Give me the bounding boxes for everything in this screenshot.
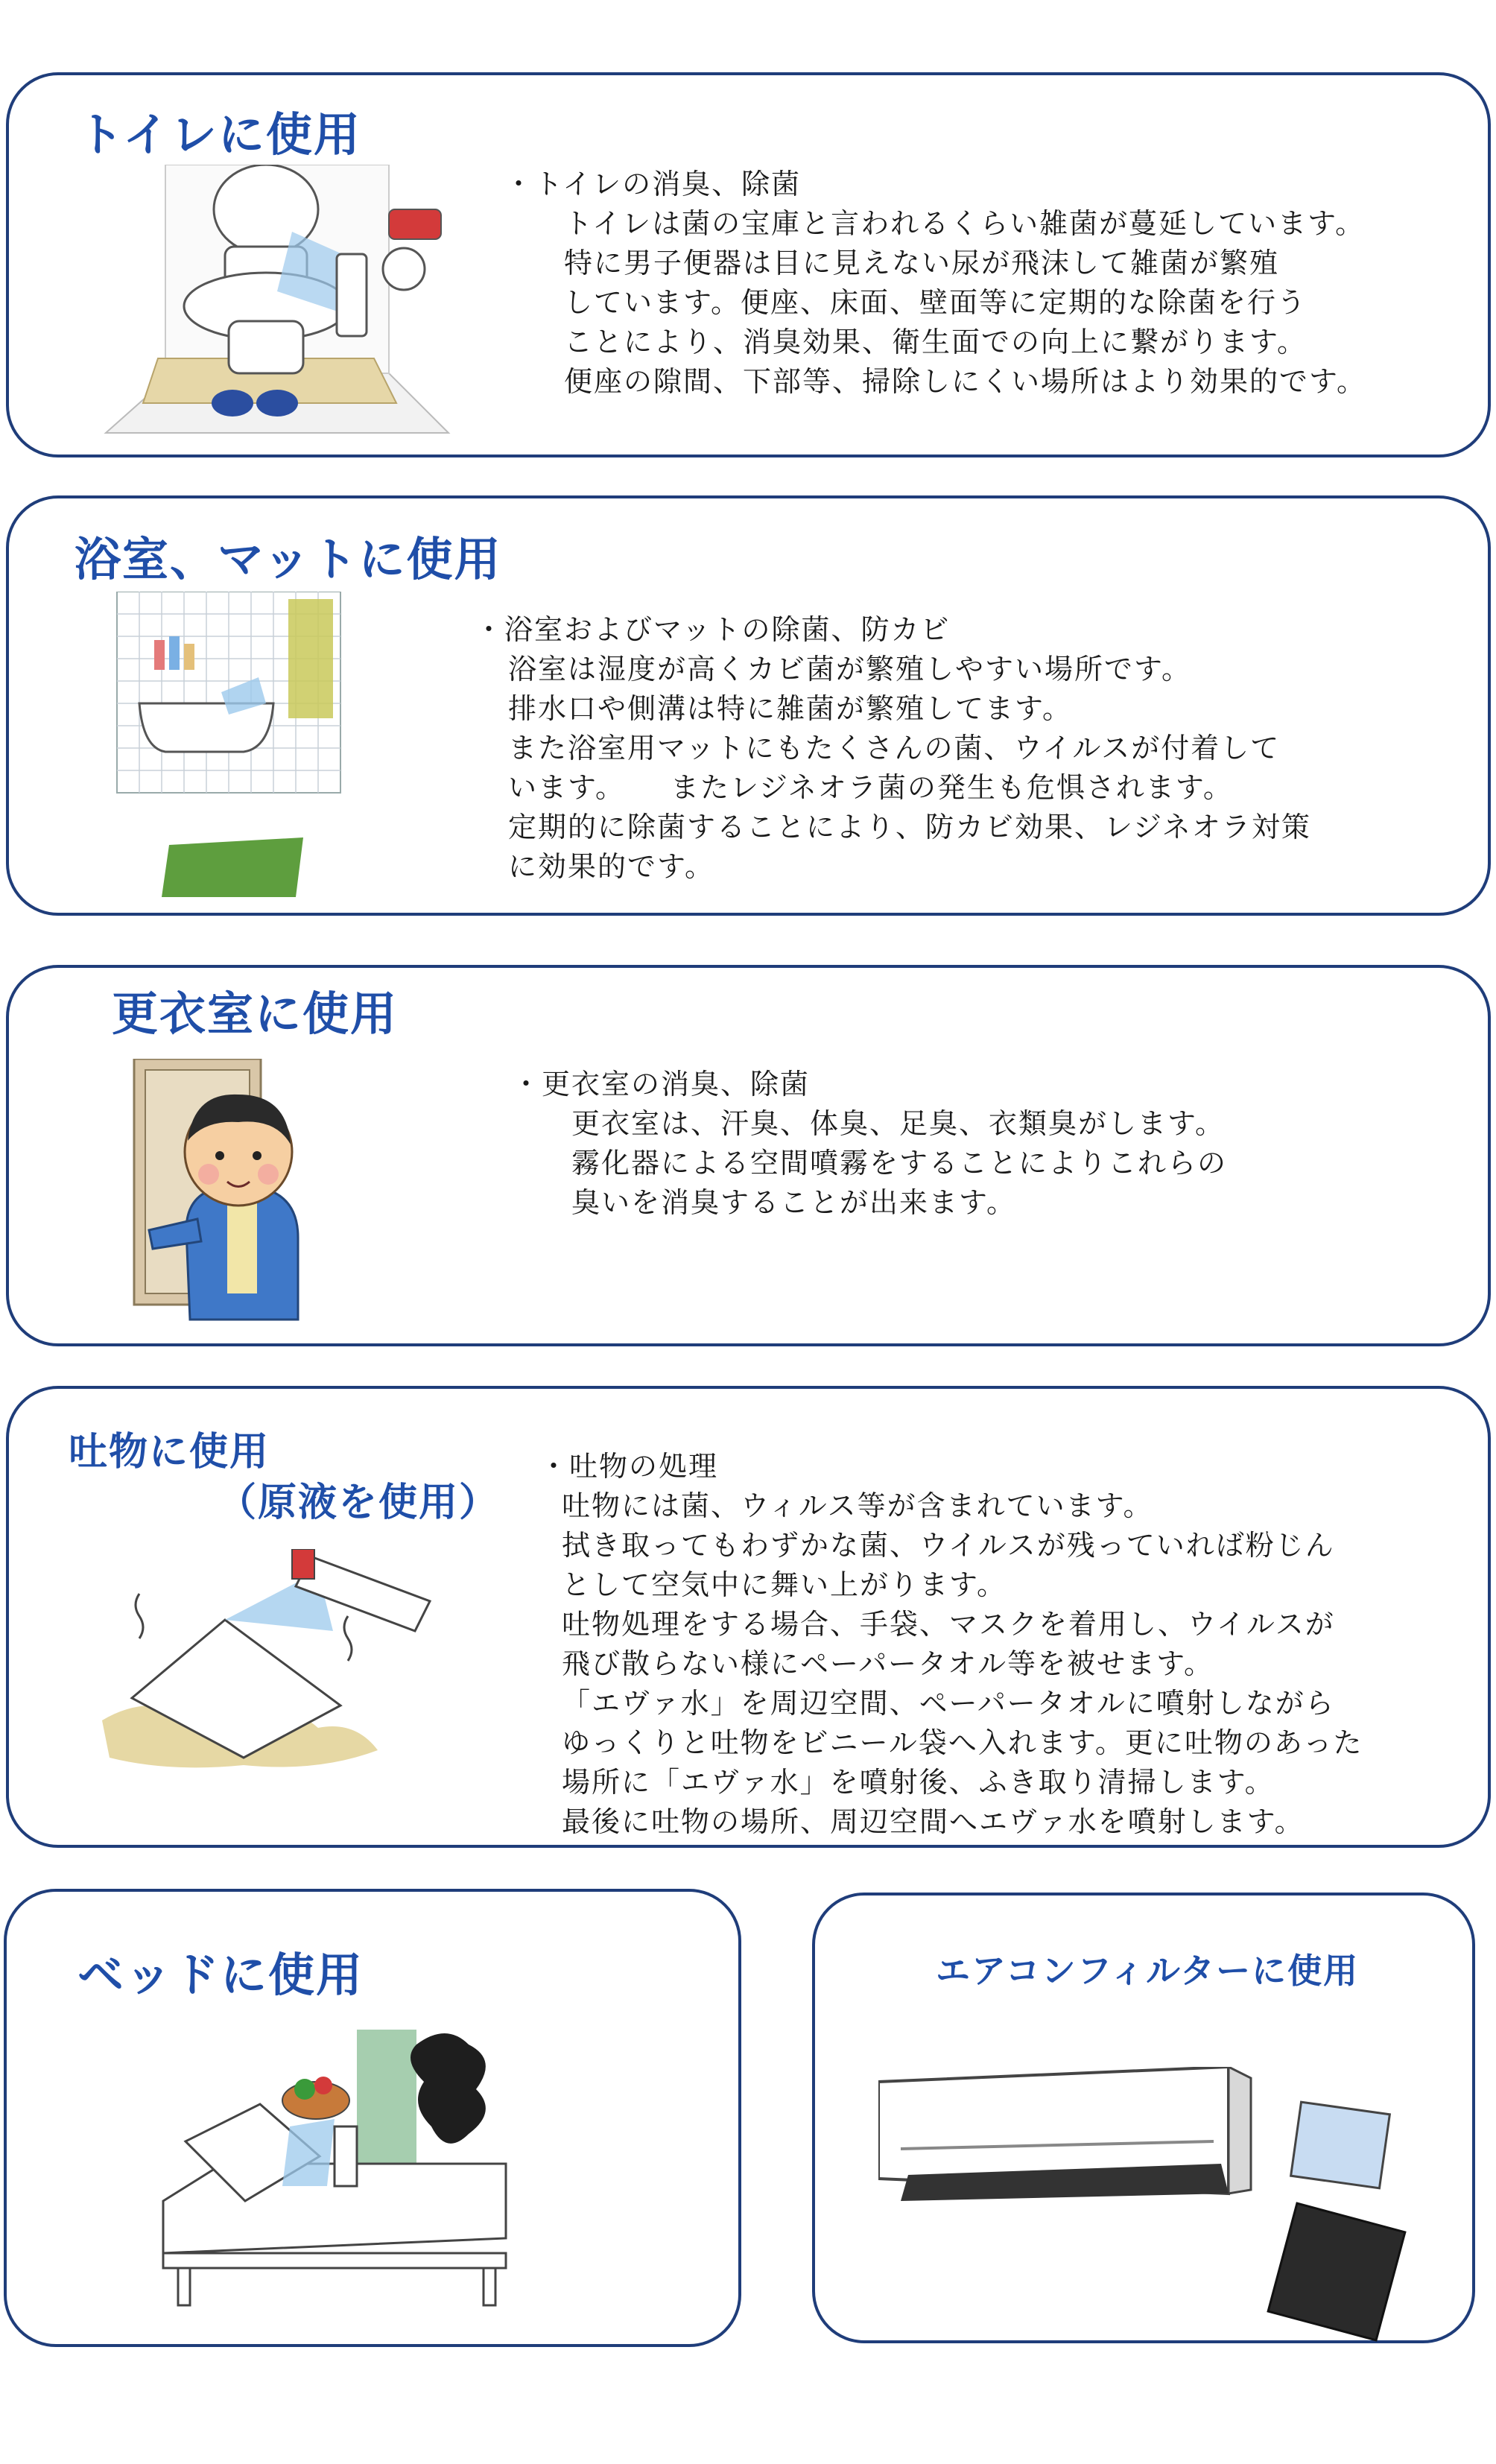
toilet-description <box>504 165 1366 402</box>
vomit-line: 飛び散らない様にペーパータオル等を被せます。 <box>562 1647 1214 1680</box>
locker-room-illustration <box>127 1059 350 1327</box>
locker-room-line: 霧化器による空間噴霧をすることによりこれらの <box>571 1147 1228 1179</box>
section-title-bed: ベッドに使用 <box>77 1948 364 2002</box>
toilet-line: トイレは菌の宝庫と言われるくらい雑菌が蔓延しています。 <box>564 207 1366 240</box>
vomit-line: として空気中に舞い上がります。 <box>562 1568 1007 1601</box>
panel-bed <box>4 1889 741 2347</box>
panel-bathroom <box>6 495 1491 916</box>
vomit-illustration <box>95 1549 445 1780</box>
section-title-bathroom: 浴室、マットに使用 <box>75 532 502 586</box>
section-title-aircon-filter: エアコンフィルターに使用 <box>936 1951 1360 1991</box>
toilet-line: 便座の隙間、下部等、掃除しにくい場所はより効果的です。 <box>564 365 1366 398</box>
section-title-vomit: 吐物に使用 <box>69 1430 270 1475</box>
bathroom-bullet: ・浴室およびマットの除菌、防カビ <box>475 613 951 646</box>
bathroom-line: 浴室は湿度が高くカビ菌が繁殖しやすい場所です。 <box>508 653 1191 685</box>
toilet-line: 特に男子便器は目に見えない尿が飛沫して雑菌が繁殖 <box>564 247 1280 279</box>
bathroom-line: 排水口や側溝は特に雑菌が繁殖してます。 <box>508 692 1072 725</box>
locker-room-line: 更衣室は、汗臭、体臭、足臭、衣類臭がします。 <box>571 1107 1225 1140</box>
panel-aircon-filter <box>812 1893 1475 2343</box>
vomit-line: 拭き取ってもわずかな菌、ウイルスが残っていれば粉じん <box>562 1529 1335 1562</box>
bathroom-description <box>475 610 1311 887</box>
bathroom-illustration <box>110 592 348 905</box>
section-title-locker-room: 更衣室に使用 <box>112 986 399 1041</box>
vomit-line: 最後に吐物の場所、周辺空間へエヴァ水を噴射します。 <box>562 1805 1305 1838</box>
vomit-bullet: ・吐物の処理 <box>539 1450 719 1483</box>
toilet-line: しています。便座、床面、壁面等に定期的な除菌を行う <box>564 286 1307 319</box>
panel-vomit <box>6 1386 1491 1848</box>
section-subtitle-vomit: （原液を使用） <box>218 1480 500 1525</box>
panel-locker-room <box>6 965 1491 1346</box>
section-title-toilet: トイレに使用 <box>77 107 361 162</box>
vomit-line: ゆっくりと吐物をビニール袋へ入れます。更に吐物のあった <box>562 1726 1363 1759</box>
bathroom-line: います。 またレジネオラ菌の発生も危惧されます。 <box>508 771 1233 804</box>
vomit-description <box>539 1447 1363 1842</box>
locker-room-bullet: ・更衣室の消臭、除菌 <box>512 1068 811 1100</box>
panel-toilet <box>6 72 1491 457</box>
toilet-line: ことにより、消臭効果、衛生面での向上に繋がります。 <box>564 326 1307 358</box>
bed-illustration <box>148 2015 551 2328</box>
locker-room-line: 臭いを消臭することが出来ます。 <box>571 1186 1016 1219</box>
vomit-line: 吐物には菌、ウィルス等が含まれています。 <box>562 1489 1153 1522</box>
vomit-line: 吐物処理をする場合、手袋、マスクを着用し、ウイルスが <box>562 1608 1335 1641</box>
locker-room-description <box>512 1065 1227 1223</box>
toilet-bullet: ・トイレの消臭、除菌 <box>504 168 802 200</box>
vomit-line: 場所に「エヴァ水」を噴射後、ふき取り清掃します。 <box>562 1766 1275 1799</box>
bathroom-line: に効果的です。 <box>508 850 714 883</box>
aircon-filter-illustration <box>878 2067 1415 2343</box>
vomit-line: 「エヴァ水」を周辺空間、ペーパータオルに噴射しながら <box>562 1687 1335 1720</box>
bathroom-line: また浴室用マットにもたくさんの菌、ウイルスが付着して <box>508 732 1281 764</box>
toilet-illustration <box>76 165 463 448</box>
bathroom-line: 定期的に除菌することにより、防カビ効果、レジネオラ対策 <box>508 811 1311 843</box>
